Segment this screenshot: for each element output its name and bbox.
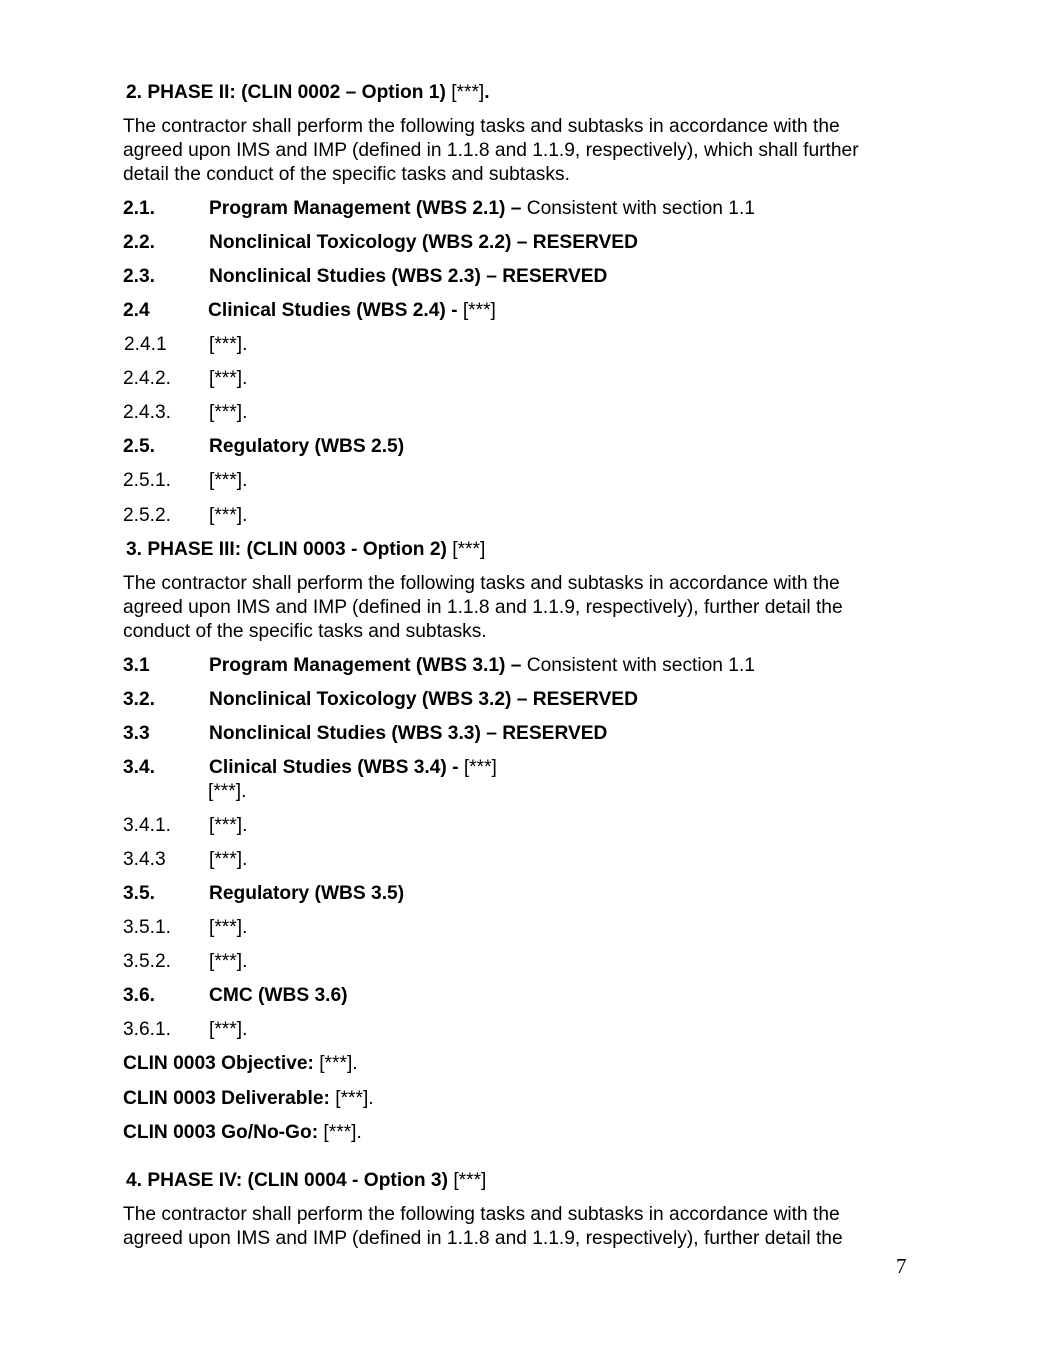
phase-3-paragraph-line: conduct of the specific tasks and subtasks. [123,621,487,642]
clin-deliverable: CLIN 0003 Deliverable: [***]. [123,1088,374,1109]
page-number: 7 [896,1254,907,1278]
clin-objective: CLIN 0003 Objective: [***]. [123,1053,358,1074]
phase-2-paragraph-line: detail the conduct of the specific tasks and subtasks. [123,164,570,185]
phase-2-paragraph-line: The contractor shall perform the following tasks and subtasks in accordance with the [123,116,840,137]
phase-4-paragraph-line: The contractor shall perform the following tasks and subtasks in accordance with the [123,1204,840,1225]
phase-3-paragraph-line: agreed upon IMS and IMP (defined in 1.1.8 and 1.1.9, respectively), further detail the [123,597,843,618]
phase-4-paragraph-line: agreed upon IMS and IMP (defined in 1.1.8 and 1.1.9, respectively), further detail the [123,1228,843,1249]
phase-2-paragraph-line: agreed upon IMS and IMP (defined in 1.1.8 and 1.1.9, respectively), which shall further [123,140,859,161]
phase-4-heading: 4. PHASE IV: (CLIN 0004 - Option 3) [***] [126,1170,487,1191]
phase-3-paragraph-line: The contractor shall perform the following tasks and subtasks in accordance with the [123,573,840,594]
item-3-4-continuation: [***]. [208,781,247,802]
document-page: 2. PHASE II: (CLIN 0002 – Option 1) [***]. The contractor shall perform the following tasks and subtasks in accordance with the agreed upon IMS and IMP (defined in 1.1.8 and 1.1.9, respectively), which shall further detail the conduct of the specific tasks and subtasks. 2.1. Program Management (WBS 2.1) – Consistent with section 1.1 2.2. Nonclinical Toxicology (WBS 2.2) – RESERVED 2.3. Nonclinical Studies (WBS 2.3) – RESERVED 2.4 Clinical Studies (WBS 2.4) - [***] 2.4.1 [***]. 2.4.2. [***]. 2.4.3. [***]. 2.5. Regulatory (WBS 2.5) 2.5.1. [***]. 2.5.2. [***]. 3. PHASE III: (CLIN 0003 - Option 2) [***] The contractor shall perform the following tasks and subtasks in accordance with the agreed upon IMS and IMP (defined in 1.1.8 and 1.1.9, respectively), further detail the conduct of the specific tasks and subtasks. 3.1 Program Management (WBS 3.1) – Consistent with section 1.1 3.2. Nonclinical Toxicology (WBS 3.2) – RESERVED 3.3 Nonclinical Studies (WBS 3.3) – RESERVED 3.4. Clinical Studies (WBS 3.4) - [***] [***]. 3.4.1. [***]. 3.4.3 [***]. 3.5. Regulatory (WBS 3.5) 3.5.1. [***]. 3.5.2. [***]. 3.6. CMC (WBS 3.6) 3.6.1. [***]. CLIN 0003 Objective: [***]. CLIN 0003 Deliverable: [***]. CLIN 0003 Go/No-Go: [***]. 4. PHASE IV: (CLIN 0004 - Option 3) [***] The contractor shall perform the following tasks and subtasks in accordance with the agreed upon IMS and IMP (defined in 1.1.8 and 1.1.9, respectively), further detail the 7 [123,82,907,1278]
phase-2-heading: 2. PHASE II: (CLIN 0002 – Option 1) [***]. [126,82,490,103]
clin-go-no-go: CLIN 0003 Go/No-Go: [***]. [123,1122,362,1143]
phase-3-heading: 3. PHASE III: (CLIN 0003 - Option 2) [***] [126,539,486,560]
